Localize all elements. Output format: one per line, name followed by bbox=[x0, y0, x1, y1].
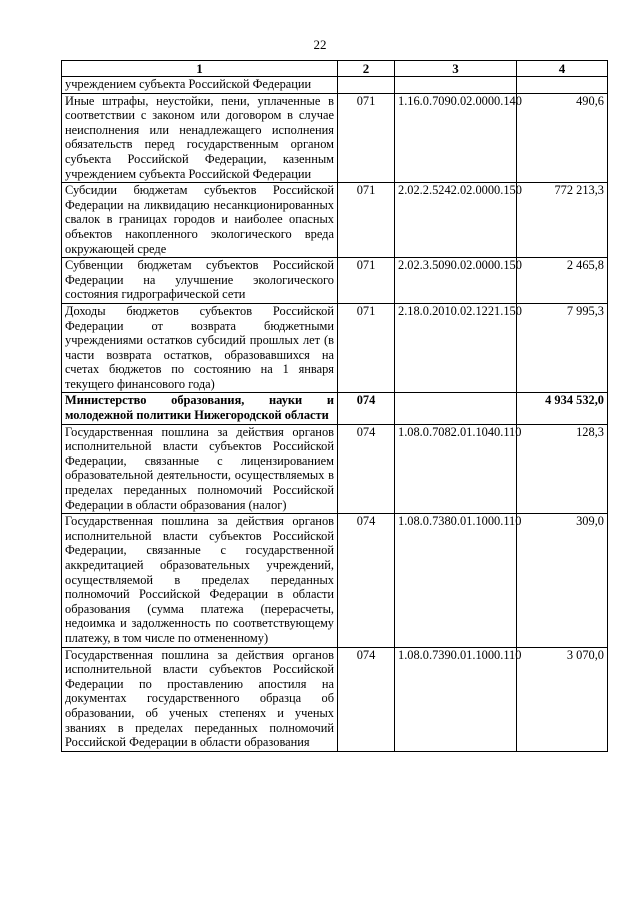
row-admin-code: 074 bbox=[338, 424, 395, 514]
table-row-ministry bbox=[62, 393, 608, 424]
row-amount: 7 995,3 bbox=[517, 303, 608, 393]
column-header-3: 3 bbox=[395, 61, 517, 77]
row-amount: 3 070,0 bbox=[517, 647, 608, 751]
table-row bbox=[62, 647, 608, 751]
row-description: Государственная пошлина за действия органов исполнительной власти субъектов Российской Федерации, связанные с лицензированием образовательной деятельности, осуществляемых в пределах переданных полномочий Российской Федерации в области образования (налог) bbox=[62, 424, 338, 514]
ministry-total-amount: 4 934 532,0 bbox=[517, 393, 608, 424]
row-admin-code: 071 bbox=[338, 183, 395, 258]
table-row-continued bbox=[62, 77, 608, 94]
table-row bbox=[62, 258, 608, 304]
row-kbk-code: 1.08.0.7082.01.1040.110 bbox=[395, 424, 517, 514]
row-admin-code: 074 bbox=[338, 393, 395, 424]
row-admin-code: 074 bbox=[338, 514, 395, 647]
row-description: Государственная пошлина за действия органов исполнительной власти субъектов Российской Федерации по проставлению апостиля на документах государственного образца об образовании, об ученых степенях и ученых званиях в пределах переданных полномочий Российской Федерации в области образования bbox=[62, 647, 338, 751]
row-kbk-code: 2.18.0.2010.02.1221.150 bbox=[395, 303, 517, 393]
row-amount: 490,6 bbox=[517, 93, 608, 183]
table-row bbox=[62, 183, 608, 258]
table-row bbox=[62, 514, 608, 647]
row-description: Субвенции бюджетам субъектов Российской Федерации на улучшение экологического состояния гидрографической сети bbox=[62, 258, 338, 304]
row-description: Иные штрафы, неустойки, пени, уплаченные в соответствии с законом или договором в случае неисполнения или ненадлежащего исполнения обязательств перед государственным органом субъекта Российской Федерации, казенным учреждением субъекта Российской Федерации bbox=[62, 93, 338, 183]
column-header-4: 4 bbox=[517, 61, 608, 77]
row-kbk-code: 2.02.2.5242.02.0000.150 bbox=[395, 183, 517, 258]
table-row bbox=[62, 93, 608, 183]
row-description: Доходы бюджетов субъектов Российской Федерации от возврата бюджетными учреждениями остатков субсидий прошлых лет (в части возврата остатков, образовавшихся на счетах бюджетов по состоянию на 1 января текущего финансового года) bbox=[62, 303, 338, 393]
continued-description: учреждением субъекта Российской Федерации bbox=[62, 77, 338, 94]
row-kbk-code: 1.16.0.7090.02.0000.140 bbox=[395, 93, 517, 183]
table-row bbox=[62, 303, 608, 393]
row-admin-code: 071 bbox=[338, 93, 395, 183]
row-kbk-code bbox=[395, 393, 517, 424]
revenue-table bbox=[61, 60, 608, 752]
row-admin-code: 074 bbox=[338, 647, 395, 751]
row-kbk-code: 1.08.0.7390.01.1000.110 bbox=[395, 647, 517, 751]
row-amount: 772 213,3 bbox=[517, 183, 608, 258]
column-header-2: 2 bbox=[338, 61, 395, 77]
page-number: 22 bbox=[313, 37, 327, 52]
row-kbk-code: 2.02.3.5090.02.0000.150 bbox=[395, 258, 517, 304]
row-amount: 2 465,8 bbox=[517, 258, 608, 304]
row-kbk-code: 1.08.0.7380.01.1000.110 bbox=[395, 514, 517, 647]
row-amount: 128,3 bbox=[517, 424, 608, 514]
table-header-row bbox=[62, 61, 608, 77]
row-admin-code: 071 bbox=[338, 303, 395, 393]
row-amount: 309,0 bbox=[517, 514, 608, 647]
row-description: Субсидии бюджетам субъектов Российской Федерации на ликвидацию несанкционированных свалок в границах городов и наиболее опасных объектов накопленного экологического вреда окружающей среде bbox=[62, 183, 338, 258]
ministry-name: Министерство образования, науки и молодежной политики Нижегородской области bbox=[62, 393, 338, 424]
row-admin-code: 071 bbox=[338, 258, 395, 304]
column-header-1: 1 bbox=[62, 61, 338, 77]
row-description: Государственная пошлина за действия органов исполнительной власти субъектов Российской Федерации, связанные с государственной аккредитацией образовательных учреждений, осуществляемой в пределах переданных полномочий Российской Федерации в области образования (сумма платежа (перерасчеты, недоимка и задолженность по соответствующему платежу, в том числе по отмененному) bbox=[62, 514, 338, 647]
table-row bbox=[62, 424, 608, 514]
